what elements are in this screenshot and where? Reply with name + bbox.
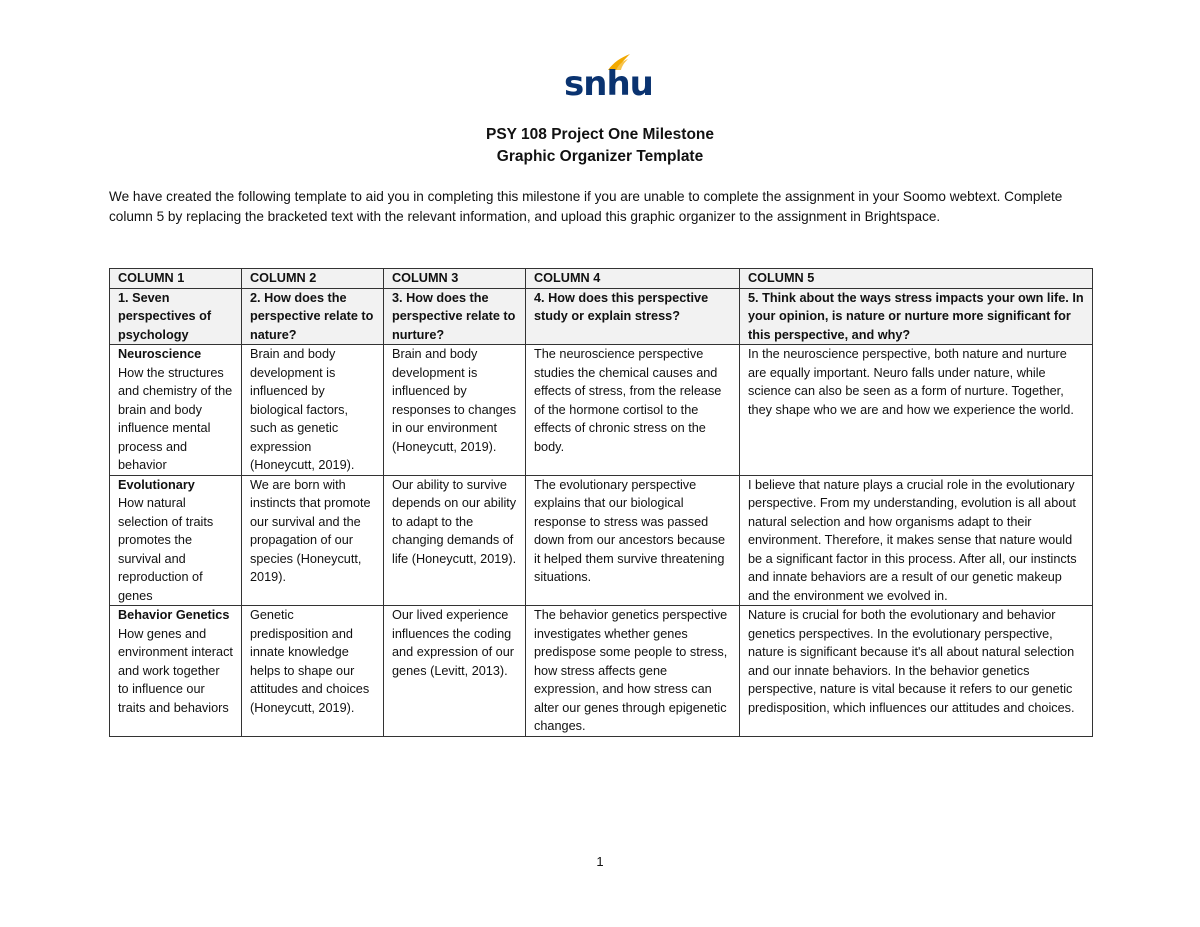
column-header: COLUMN 5 xyxy=(740,269,1093,289)
perspective-name: Neuroscience xyxy=(118,347,202,361)
perspective-name: Evolutionary xyxy=(118,477,195,492)
question-cell: 4. How does this perspective study or explain stress? xyxy=(526,288,740,345)
title-line-2: Graphic Organizer Template xyxy=(496,148,704,165)
column-header: COLUMN 2 xyxy=(242,269,384,289)
title-line-1: PSY 108 Project One Milestone xyxy=(486,126,714,143)
snhu-logo xyxy=(564,52,653,104)
stress-cell: The behavior genetics perspective investigates whether genes predispose some people to stress, how stress affects gene expression, and how stress can alter our genes through epigenetic changes. xyxy=(526,606,740,737)
stress-cell: The evolutionary perspective explains that our biological response to stress was passed down from our ancestors because it helped them survive threatening situations. xyxy=(526,475,740,606)
opinion-cell: I believe that nature plays a crucial role in the evolutionary perspective. From my understanding, evolution is all about natural selection and how organisms adapt to their environment. Therefore, it makes sense that nature would be a significant factor in this process. After all, our instincts and innate behaviors are a result of our genetic makeup and the environment we evolved in. xyxy=(740,475,1093,606)
perspective-cell xyxy=(110,345,242,476)
column-header-row xyxy=(110,269,1093,289)
table-row xyxy=(110,475,1093,606)
graphic-organizer-table xyxy=(109,268,1093,737)
perspective-cell xyxy=(110,475,242,606)
nurture-cell: Our ability to survive depends on our ability to adapt to the changing demands of life (Honeycutt, 2019). xyxy=(384,475,526,606)
column-header: COLUMN 3 xyxy=(384,269,526,289)
perspective-cell xyxy=(110,606,242,737)
stress-cell: The neuroscience perspective studies the chemical causes and effects of stress, from the release of the hormone cortisol to the effects of chronic stress on the body. xyxy=(526,345,740,476)
question-cell: 5. Think about the ways stress impacts your own life. In your opinion, is nature or nurture more significant for this perspective, and why? xyxy=(740,288,1093,345)
nurture-cell: Brain and body development is influenced by responses to changes in our environment (Honeycutt, 2019). xyxy=(384,345,526,476)
question-row xyxy=(110,288,1093,345)
page-number: 1 xyxy=(596,854,604,869)
nurture-cell: Our lived experience influences the coding and expression of our genes (Levitt, 2013). xyxy=(384,606,526,737)
column-header: COLUMN 4 xyxy=(526,269,740,289)
table-row xyxy=(110,606,1093,737)
perspective-description: How genes and environment interact and work together to influence our traits and behaviors xyxy=(118,626,233,715)
logo-text: snhu xyxy=(564,64,653,104)
nature-cell: Genetic predisposition and innate knowledge helps to shape our attitudes and choices (Honeycutt, 2019). xyxy=(242,606,384,737)
question-cell: 2. How does the perspective relate to nature? xyxy=(242,288,384,345)
question-cell: 1. Seven perspectives of psychology xyxy=(110,288,242,345)
perspective-description: How the structures and chemistry of the brain and body influence mental process and behavior xyxy=(118,365,233,472)
table-row xyxy=(110,345,1093,476)
perspective-name: Behavior Genetics xyxy=(118,608,230,622)
column-header: COLUMN 1 xyxy=(110,269,242,289)
nature-cell: We are born with instincts that promote our survival and the propagation of our species (Honeycutt, 2019). xyxy=(242,475,384,606)
question-cell: 3. How does the perspective relate to nurture? xyxy=(384,288,526,345)
document-title xyxy=(0,124,1200,168)
opinion-cell: In the neuroscience perspective, both nature and nurture are equally important. Neuro falls under nature, while science can also be seen as a form of nurture. Together, they shape who we are and how we experience the world. xyxy=(740,345,1093,476)
perspective-description: How natural selection of traits promotes the survival and reproduction of genes xyxy=(118,496,214,603)
opinion-cell: Nature is crucial for both the evolutionary and behavior genetics perspectives. In the evolutionary perspective, nature is significant because it's all about natural selection and our innate behaviors. In the behavior genetics perspective, nature is vital because it refers to our genetic predisposition, which influences our attitudes and choices. xyxy=(740,606,1093,737)
intro-paragraph: We have created the following template to aid you in completing this milestone if you are unable to complete the assignment in your Soomo webtext. Complete column 5 by replacing the bracketed text with the relevant information, and upload this graphic organizer to the assignment in Brightspace. xyxy=(109,189,1063,224)
nature-cell: Brain and body development is influenced by biological factors, such as genetic expression (Honeycutt, 2019). xyxy=(242,345,384,476)
